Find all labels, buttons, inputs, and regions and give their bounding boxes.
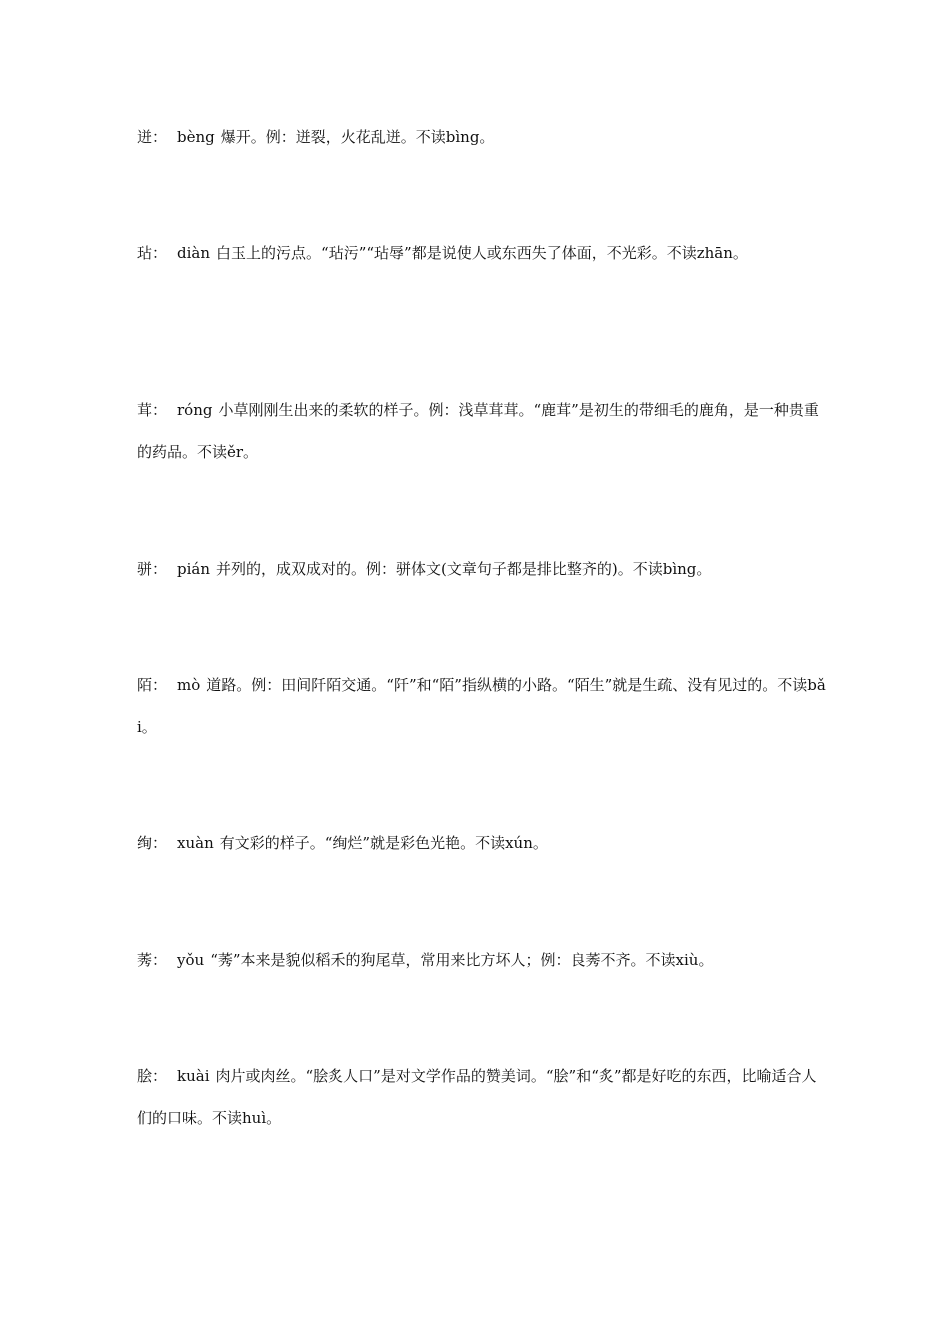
entry-pinyin: mò	[177, 676, 201, 694]
entry-character: 骈：	[137, 560, 168, 578]
entry-dian	[137, 232, 827, 274]
entry-definition: 白玉上的污点。“玷污”“玷辱”都是说使人或东西失了体面，不光彩。不读zhān。	[216, 244, 748, 262]
entry-character: 迸：	[137, 128, 168, 146]
entry-pinyin: róng	[177, 401, 213, 419]
entry-character: 玷：	[137, 244, 168, 262]
entry-character: 绚：	[137, 834, 168, 852]
entry-xuan	[137, 822, 827, 864]
entry-definition: 道路。例：田间阡陌交通。“阡”和“陌”指纵横的小路。“陌生”就是生疏、没有见过的。不读bǎi。	[137, 676, 826, 736]
entry-definition: 爆开。例：迸裂，火花乱迸。不读bìng。	[220, 128, 495, 146]
entry-pian	[137, 548, 827, 590]
entry-pinyin: xuàn	[177, 834, 214, 852]
entry-kuai	[137, 1055, 827, 1139]
entry-pinyin: bèng	[177, 128, 215, 146]
entry-definition: 小草刚刚生出来的柔软的样子。例：浅草茸茸。“鹿茸”是初生的带细毛的鹿角，是一种贵重的药品。不读ěr。	[137, 401, 819, 461]
entry-beng	[137, 116, 827, 158]
entry-pinyin: diàn	[177, 244, 211, 262]
entry-mo	[137, 664, 827, 748]
entry-definition: 并列的，成双成对的。例：骈体文(文章句子都是排比整齐的)。不读bìng。	[216, 560, 712, 578]
entry-you	[137, 939, 827, 981]
entry-definition: 肉片或肉丝。“脍炙人口”是对文学作品的赞美词。“脍”和“炙”都是好吃的东西，比喻适合人们的口味。不读huì。	[137, 1067, 817, 1127]
entry-definition: “莠”本来是貌似稻禾的狗尾草，常用来比方坏人；例：良莠不齐。不读xiù。	[210, 951, 714, 969]
entry-character: 茸：	[137, 401, 168, 419]
entry-definition: 有文彩的样子。“绚烂”就是彩色光艳。不读xún。	[219, 834, 548, 852]
entry-pinyin: yǒu	[177, 951, 205, 969]
entry-rong	[137, 389, 827, 473]
entry-character: 莠：	[137, 951, 168, 969]
entry-pinyin: pián	[177, 560, 211, 578]
entry-pinyin: kuài	[177, 1067, 210, 1085]
entry-character: 陌：	[137, 676, 168, 694]
entry-character: 脍：	[137, 1067, 168, 1085]
